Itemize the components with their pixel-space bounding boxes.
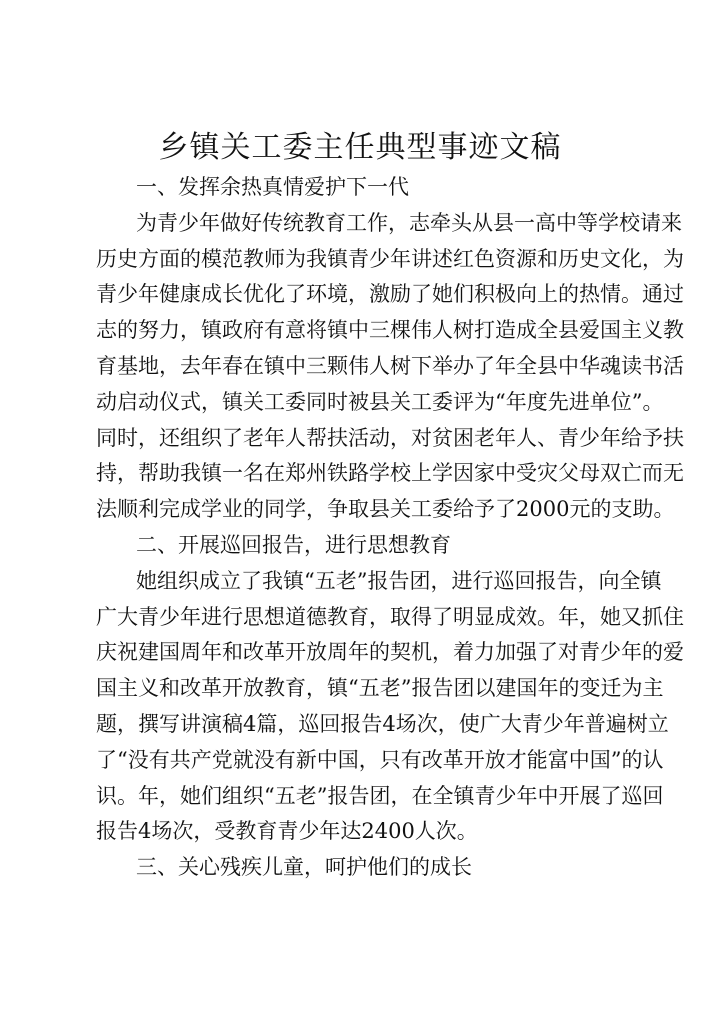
document-title: 乡镇关工委主任典型事迹文稿 xyxy=(158,130,562,165)
paragraph-line: 国主义和改革开放教育，镇“五老”报告团以建国年的变迁为主 xyxy=(96,676,664,701)
paragraph-line: 动启动仪式，镇关工委同时被县关工委评为“年度先进单位”。 xyxy=(96,389,664,414)
paragraph-line: 识。年，她们组织“五老”报告团，在全镇青少年中开展了巡回 xyxy=(96,783,664,808)
paragraph-line: 庆祝建国周年和改革开放周年的契机，着力加强了对青少年的爱 xyxy=(96,640,684,665)
section-heading: 三、关心残疾儿童，呵护他们的成长 xyxy=(136,855,472,880)
paragraph-line: 志的努力，镇政府有意将镇中三棵伟人树打造成全县爱国主义教 xyxy=(96,318,684,343)
paragraph-line: 青少年健康成长优化了环境，激励了她们积极向上的热情。通过 xyxy=(96,282,684,307)
paragraph-line: 育基地，去年春在镇中三颗伟人树下举办了年全县中华魂读书活 xyxy=(96,354,684,378)
section-heading: 一、发挥余热真情爱护下一代 xyxy=(136,175,409,199)
paragraph-line: 她组织成立了我镇“五老”报告团，进行巡回报告，向全镇 xyxy=(136,568,662,593)
paragraph-line: 同时，还组织了老年人帮扶活动，对贫困老年人、青少年给予扶 xyxy=(96,425,684,450)
paragraph-line: 历史方面的模范教师为我镇青少年讲述红色资源和历史文化，为 xyxy=(96,246,684,271)
section-heading: 二、开展巡回报告，进行思想教育 xyxy=(136,533,451,557)
paragraph-line: 为青少年做好传统教育工作，志牵头从县一高中等学校请来 xyxy=(136,210,682,235)
paragraph-line: 了“没有共产党就没有新中国，只有改革开放才能富中国”的认 xyxy=(96,747,664,772)
paragraph-line: 持，帮助我镇一名在郑州铁路学校上学因家中受灾父母双亡而无 xyxy=(96,461,684,486)
paragraph-line: 报告4场次，受教育青少年达2400人次。 xyxy=(96,819,478,844)
paragraph-line: 法顺利完成学业的同学，争取县关工委给予了2000元的支助。 xyxy=(96,497,675,522)
paragraph-line: 广大青少年进行思想道德教育，取得了明显成效。年，她又抓住 xyxy=(96,604,684,629)
paragraph-line: 题，撰写讲演稿4篇，巡回报告4场次，使广大青少年普遍树立 xyxy=(96,712,669,736)
